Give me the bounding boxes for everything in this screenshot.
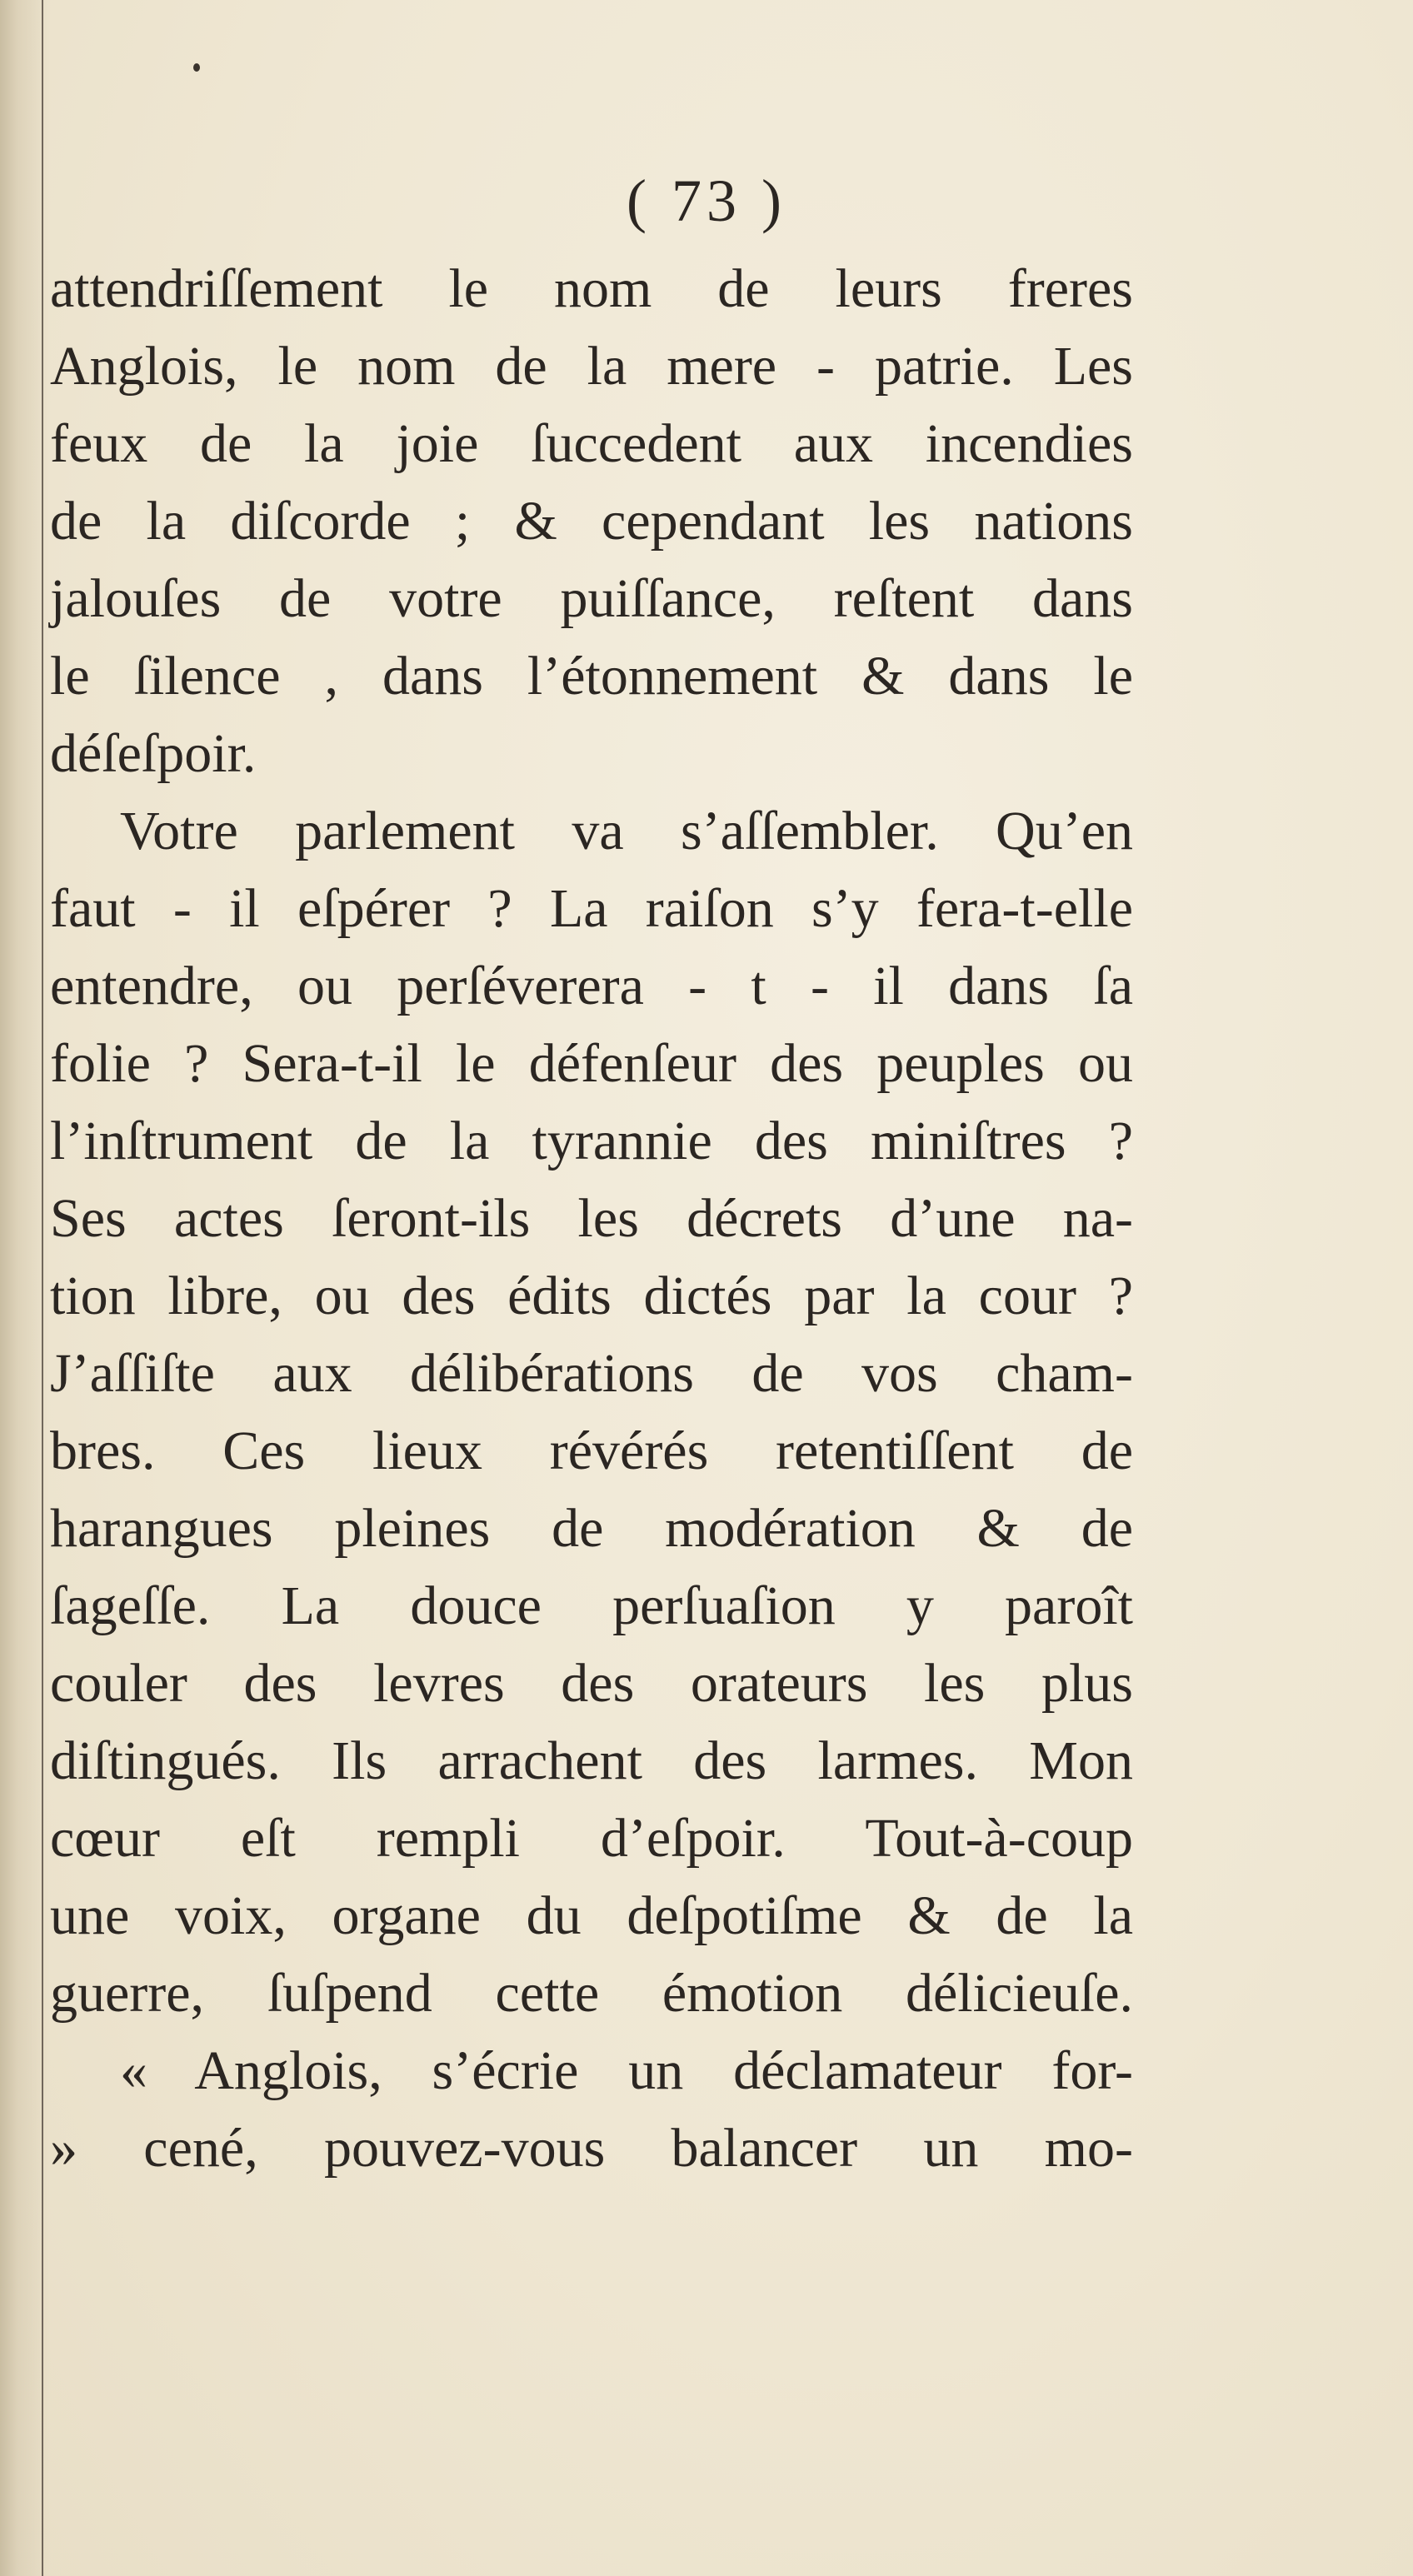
text-line: jalouſes de votre puiſſance, reſtent dans: [50, 568, 1133, 629]
text-line: faut - il eſpérer ? La raiſon s’y fera-t-elle: [50, 878, 1133, 939]
text-line: ſageſſe. La douce perſuaſion y paroît: [50, 1575, 1133, 1636]
text-line: de la diſcorde ; & cependant les nations: [50, 491, 1133, 552]
body-text: [50, 250, 1133, 2187]
text-line: entendre, ou perſéverera - t - il dans ſa: [50, 956, 1133, 1016]
text-line: Anglois, le nom de la mere - patrie. Les: [50, 336, 1133, 397]
paragraph-first-line: Votre parlement va s’aſſembler. Qu’en: [120, 801, 1133, 861]
text-line: guerre, ſuſpend cette émotion délicieuſe.: [50, 1963, 1133, 2024]
text-line: feux de la joie ſuccedent aux incendies: [50, 413, 1133, 474]
text-line: l’inſtrument de la tyrannie des miniſtres ?: [50, 1111, 1133, 1171]
text-line: J’aſſiſte aux délibérations de vos cham-: [50, 1343, 1133, 1404]
text-line: couler des levres des orateurs les plus: [50, 1653, 1133, 1714]
text-line: attendriſſement le nom de leurs freres: [50, 258, 1133, 319]
text-line: folie ? Sera-t-il le défenſeur des peuples ou: [50, 1033, 1133, 1094]
gutter-edge: [42, 0, 43, 2576]
text-line: » cené, pouvez-vous balancer un mo-: [50, 2118, 1133, 2179]
text-line: harangues pleines de modération & de: [50, 1498, 1133, 1559]
ink-speck: [193, 63, 200, 72]
text-line: Ses actes ſeront-ils les décrets d’une na-: [50, 1188, 1133, 1249]
text-line: une voix, organe du deſpotiſme & de la: [50, 1885, 1133, 1946]
text-line: le ſilence , dans l’étonnement & dans le: [50, 646, 1133, 706]
text-line: bres. Ces lieux révérés retentiſſent de: [50, 1420, 1133, 1481]
text-line: diſtingués. Ils arrachent des larmes. Mon: [50, 1730, 1133, 1791]
quote-first-line: « Anglois, s’écrie un déclamateur for-: [120, 2040, 1133, 2101]
text-line: déſeſpoir.: [50, 723, 257, 784]
text-line: tion libre, ou des édits dictés par la cour ?: [50, 1266, 1133, 1326]
page-number: ( 73 ): [627, 167, 786, 234]
text-line: cœur eſt rempli d’eſpoir. Tout-à-coup: [50, 1808, 1133, 1869]
